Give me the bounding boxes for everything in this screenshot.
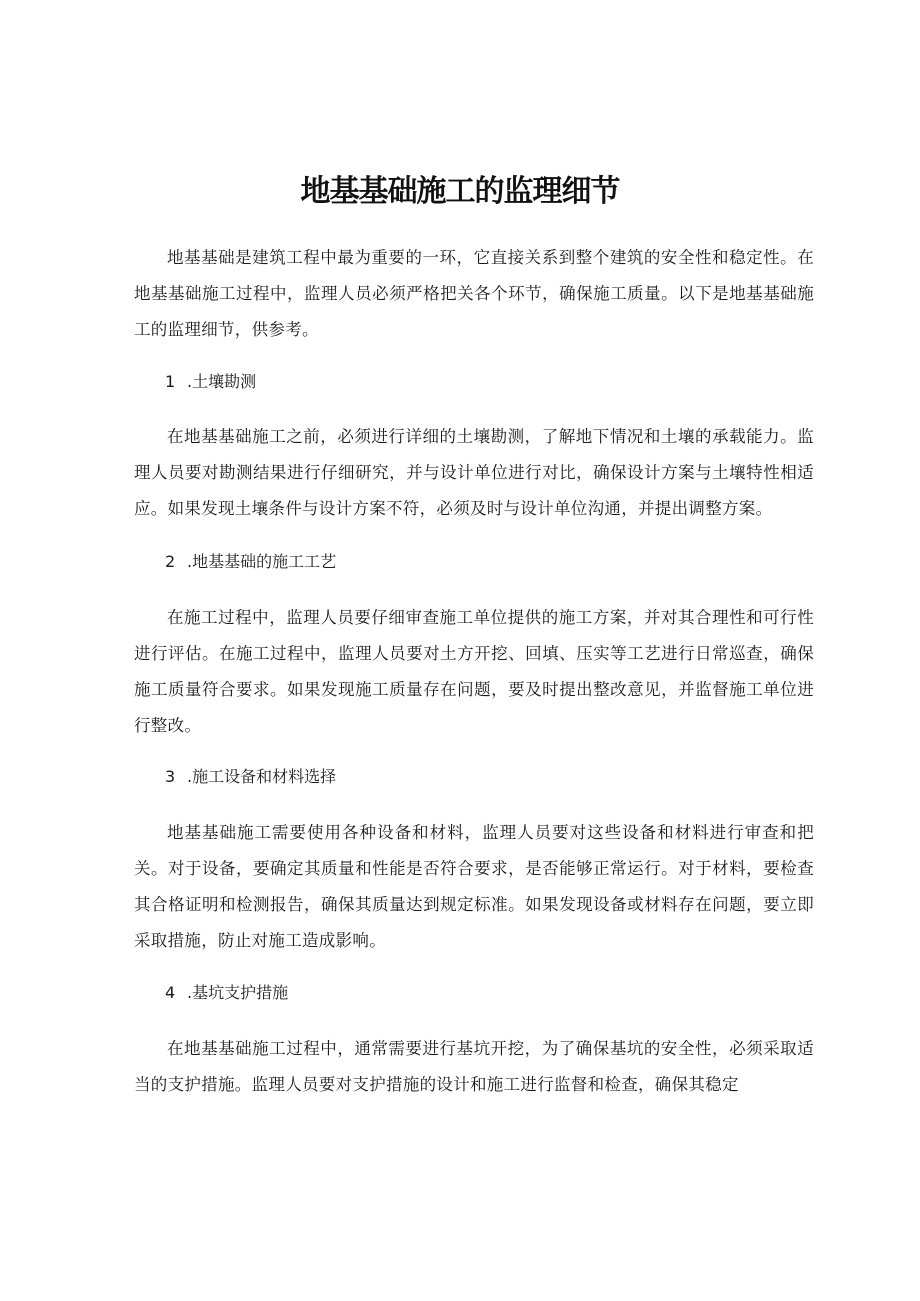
section-number: 4 — [165, 983, 176, 1002]
intro-paragraph: 地基基础是建筑工程中最为重要的一环，它直接关系到整个建筑的安全性和稳定性。在地基基础施工过程中，监理人员必须严格把关各个环节，确保施工质量。以下是地基基础施工的监理细节，供参考。 — [134, 248, 814, 339]
document-title: 地基基础施工的监理细节 — [300, 174, 620, 209]
section-body-3: 地基基础施工需要使用各种设备和材料，监理人员要对这些设备和材料进行审查和把关。对于设备，要确定其质量和性能是否符合要求，是否能够正常运行。对于材料，要检查其合格证明和检测报告，确保其质量达到规定标准。如果发现设备或材料存在问题，要立即采取措施，防止对施工造成影响。 — [134, 823, 814, 950]
section-body-4: 在地基基础施工过程中，通常需要进行基坑开挖，为了确保基坑的安全性，必须采取适当的支护措施。监理人员要对支护措施的设计和施工进行监督和检查，确保其稳定 — [134, 1039, 814, 1094]
section-title: .土壤勘测 — [187, 372, 257, 391]
section-body-2: 在施工过程中，监理人员要仔细审查施工单位提供的施工方案，并对其合理性和可行性进行评估。在施工过程中，监理人员要对土方开挖、回填、压实等工艺进行日常巡查，确保施工质量符合要求。如果发现施工质量存在问题，要及时提出整改意见，并监督施工单位进行整改。 — [134, 608, 814, 735]
section-heading-2 — [165, 550, 336, 574]
section-number: 1 — [165, 372, 176, 391]
section-body-1: 在地基基础施工之前，必须进行详细的土壤勘测，了解地下情况和土壤的承载能力。监理人员要对勘测结果进行仔细研究，并与设计单位进行对比，确保设计方案与土壤特性相适应。如果发现土壤条件与设计方案不符，必须及时与设计单位沟通，并提出调整方案。 — [134, 427, 814, 518]
section-title: .地基基础的施工工艺 — [187, 552, 337, 571]
section-heading-4 — [165, 981, 288, 1005]
section-title: .基坑支护措施 — [187, 983, 289, 1002]
section-number: 3 — [165, 767, 176, 786]
section-heading-3 — [165, 765, 336, 789]
section-title: .施工设备和材料选择 — [187, 767, 337, 786]
section-number: 2 — [165, 552, 176, 571]
section-heading-1 — [165, 370, 256, 394]
